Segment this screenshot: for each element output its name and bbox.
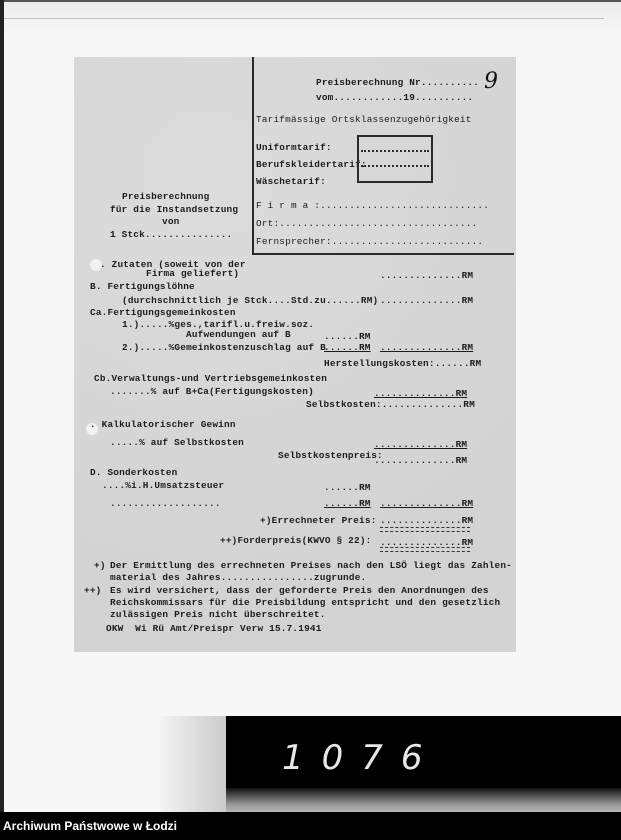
section-ca-2: 2.).....%Gemeinkostenzuschlag auf B	[122, 342, 326, 353]
footnote-1-line-2: material des Jahres................zugrunde.	[110, 572, 367, 583]
scan-line	[4, 18, 604, 19]
section-d-label: D. Sonderkosten	[90, 467, 178, 478]
herstellungskosten: Herstellungskosten:......RM	[324, 358, 482, 369]
frame-counter: 1076	[282, 738, 441, 778]
section-cb-label: Cb.Verwaltungs-und Vertriebsgemeinkosten	[94, 373, 328, 384]
section-e-amount: ..............RM	[374, 439, 468, 450]
section-b-amount: ..............RM	[380, 295, 474, 306]
fernsprecher-field: Fernsprecher:..........................	[256, 236, 484, 247]
left-title-3: von	[162, 216, 180, 227]
errechneter-preis-amount: ..............RM	[380, 515, 474, 526]
tarif-berufskleider: Berufskleidertarif:	[256, 159, 367, 170]
archive-footer	[0, 812, 621, 840]
scan-edge	[0, 0, 4, 812]
left-title-4: 1 Stck...............	[110, 229, 233, 240]
section-b-detail: (durchschnittlich je Stck....Std.zu......RM)	[122, 295, 379, 306]
counter-strip	[226, 788, 621, 812]
footnote-1-line-1: Der Ermittlung des errechneten Preises nach den LSÖ liegt das Zahlen-	[110, 560, 512, 571]
section-cb-amount: ..............RM	[374, 388, 468, 399]
tarif-box	[357, 135, 433, 183]
left-title-1: Preisberechnung	[122, 191, 210, 202]
footnote-2-marker: ++)	[84, 585, 102, 596]
section-ca-1-amount: ......RM	[324, 331, 371, 342]
left-title-2: für die Instandsetzung	[110, 204, 239, 215]
selbstkostenpreis: Selbstkostenpreis:	[278, 450, 383, 461]
footnote-1-marker: +)	[94, 560, 106, 571]
footnote-2-line-1: Es wird versichert, dass der geforderte Preis den Anordnungen des	[110, 585, 489, 596]
errechneter-preis: +)Errechneter Preis:	[260, 515, 377, 526]
header-rule	[252, 253, 514, 255]
header-divider	[252, 57, 254, 255]
section-e-label: . Kalkulatorischer Gewinn	[90, 419, 236, 430]
double-underline	[380, 527, 470, 532]
forderpreis: ++)Forderpreis(KWVO § 22):	[220, 535, 372, 546]
tarif-waesche: Wäschetarif:	[256, 176, 326, 187]
section-a-amount: ..............RM	[380, 270, 474, 281]
ort-field: Ort:..................................	[256, 218, 478, 229]
forderpreis-amount: ..............RM	[380, 537, 474, 548]
double-underline	[380, 547, 470, 552]
firma-field: F i r m a :.............................	[256, 200, 490, 211]
form-reference: OKW Wi Rü Amt/Preispr Verw 15.7.1941	[106, 623, 322, 634]
price-calculation-form	[74, 57, 516, 652]
section-d-2: ...................	[110, 498, 221, 509]
section-d-1: ....%i.H.Umsatzsteuer	[102, 480, 225, 491]
section-a-label-2: Firma geliefert)	[146, 268, 240, 279]
ortsklasse-heading: Tarifmässige Ortsklassenzugehörigkeit	[256, 114, 472, 125]
tarif-uniform: Uniformtarif:	[256, 142, 332, 153]
section-cb-detail: .......% auf B+Ca(Fertigungskosten)	[110, 386, 314, 397]
section-b-label: B. Fertigungslöhne	[90, 281, 195, 292]
section-ca-1: 1.).....%ges.,tarifl.u.freiw.soz.	[122, 319, 315, 330]
archive-name: Archiwum Państwowe w Łodzi	[3, 819, 178, 833]
section-ca-1b: Aufwendungen auf B	[186, 329, 291, 340]
selbstkostenpreis-amount: ..............RM	[374, 455, 468, 466]
section-ca-total: ..............RM	[380, 342, 474, 353]
handwritten-page-number: 9	[484, 69, 499, 94]
footnote-2-line-3: zulässigen Preis nicht überschreitet.	[110, 609, 326, 620]
section-d-2-amount: ......RM	[324, 498, 371, 509]
counter-shadow	[160, 716, 230, 812]
preisberechnung-nr: Preisberechnung Nr..........	[316, 77, 480, 88]
section-d-1-amount: ......RM	[324, 482, 371, 493]
section-e-detail: .....% auf Selbstkosten	[110, 437, 244, 448]
section-ca-2-amount: ......RM	[324, 342, 371, 353]
section-a-label: . Zutaten (soweit von der	[100, 259, 246, 270]
section-d-total: ..............RM	[380, 498, 474, 509]
vom-date: vom............19..........	[316, 92, 474, 103]
selbstkosten: Selbstkosten:..............RM	[306, 399, 475, 410]
footnote-2-line-2: Reichskommissars für die Preisbildung entspricht und den gesetzlich	[110, 597, 501, 608]
section-ca-label: Ca.Fertigungsgemeinkosten	[90, 307, 236, 318]
scan-edge	[0, 0, 621, 2]
